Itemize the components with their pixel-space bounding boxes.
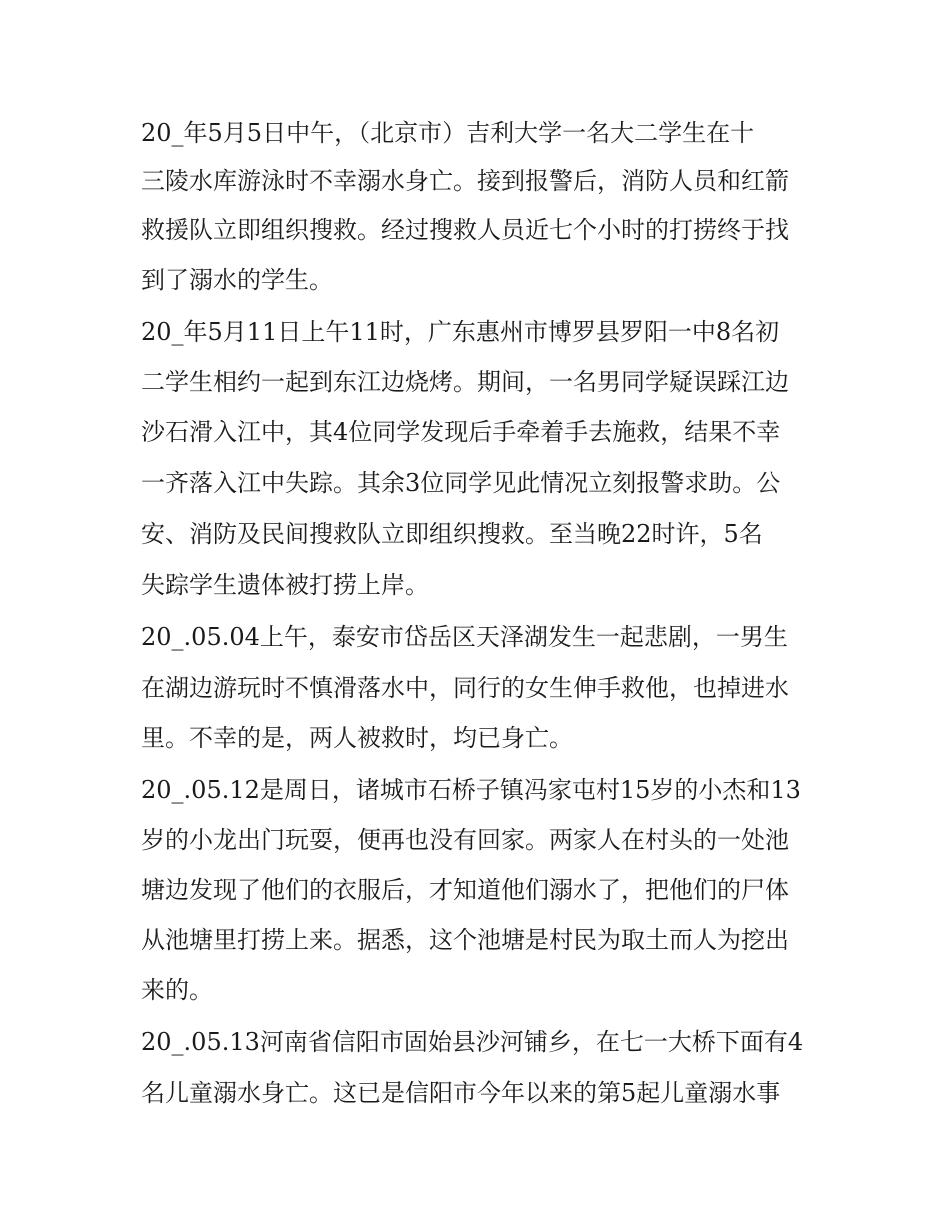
text-line: 名儿童溺水身亡。这已是信阳市今年以来的第5起儿童溺水事: [141, 1079, 781, 1107]
text-line: 20_.05.13河南省信阳市固始县沙河铺乡，在七一大桥下面有4: [141, 1028, 804, 1056]
text-line: 来的。: [141, 976, 213, 1004]
text-line: 失踪学生遗体被打捞上岸。: [141, 571, 429, 599]
text-line: 从池塘里打捞上来。据悉，这个池塘是村民为取土而人为挖出: [141, 926, 789, 954]
text-line: 20_.05.12是周日，诸城市石桥子镇冯家屯村15岁的小杰和13: [141, 776, 801, 804]
text-line: 一齐落入江中失踪。其余3位同学见此情况立刻报警求助。公: [141, 469, 781, 497]
text-line: 塘边发现了他们的衣服后，才知道他们溺水了，把他们的尸体: [141, 876, 789, 904]
text-line: 岁的小龙出门玩耍，便再也没有回家。两家人在村头的一处池: [141, 826, 789, 854]
text-line: 救援队立即组织搜救。经过搜救人员近七个小时的打捞终于找: [141, 216, 789, 244]
text-line: 20_年5月5日中午，（北京市）吉利大学一名大二学生在十: [141, 119, 755, 147]
text-line: 安、消防及民间搜救队立即组织搜救。至当晚22时许，5名: [141, 520, 763, 548]
text-line: 在湖边游玩时不慎滑落水中，同行的女生伸手救他，也掉进水: [141, 674, 789, 702]
text-line: 20_年5月11日上午11时，广东惠州市博罗县罗阳一中8名初: [141, 318, 780, 346]
text-line: 20_.05.04上午，泰安市岱岳区天泽湖发生一起悲剧，一男生: [141, 623, 788, 651]
text-line: 里。不幸的是，两人被救时，均已身亡。: [141, 724, 573, 752]
text-line: 三陵水库游泳时不幸溺水身亡。接到报警后，消防人员和红箭: [141, 167, 789, 195]
text-line: 到了溺水的学生。: [141, 266, 333, 294]
text-line: 沙石滑入江中，其4位同学发现后手牵着手去施救，结果不幸: [141, 418, 781, 446]
text-line: 二学生相约一起到东江边烧烤。期间，一名男同学疑误踩江边: [141, 368, 789, 396]
